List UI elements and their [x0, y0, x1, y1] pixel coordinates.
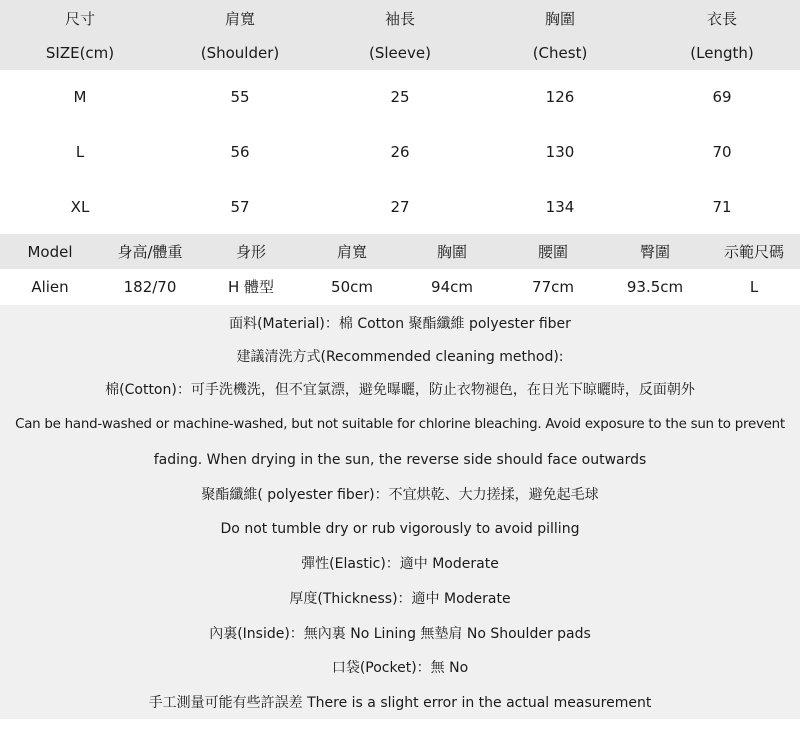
size-header-en: SIZE(cm): [45, 44, 115, 62]
thickness-line: 厚度(Thickness)：適中 Moderate: [289, 591, 511, 607]
size-row-xl-shoulder: 57: [230, 198, 250, 216]
shoulder-header-zh: 肩寬: [224, 10, 256, 28]
model-header-model: Model: [27, 243, 73, 261]
inside-line: 內裏(Inside)：無內裏 No Lining 無墊肩 No Shoulder pads: [209, 626, 591, 642]
size-row-xl-size: XL: [70, 198, 90, 216]
size-row-m-chest: 126: [545, 88, 575, 106]
size-row-xl-sleeve: 27: [390, 198, 410, 216]
model-shoulder: 50cm: [331, 278, 373, 296]
model-header-chest: 胸圍: [436, 243, 468, 261]
size-row-xl-length: 71: [712, 198, 732, 216]
chest-header-en: (Chest): [532, 44, 588, 62]
size-row-l-chest: 130: [545, 143, 575, 161]
model-waist: 77cm: [532, 278, 574, 296]
size-table-header: [0, 0, 800, 70]
model-table-header: [0, 234, 800, 269]
cotton-care-en-line1: Can be hand-washed or machine-washed, but not suitable for chlorine bleaching. Avoid exposure to the sun to prevent: [15, 417, 785, 432]
size-row-m-size: M: [73, 88, 87, 106]
size-row-l-sleeve: 26: [390, 143, 410, 161]
model-header-hip: 臀圍: [639, 243, 671, 261]
model-header-waist: 腰圍: [537, 243, 569, 261]
model-table-row: [0, 269, 800, 305]
size-header-zh: 尺寸: [64, 10, 96, 28]
length-header-en: (Length): [690, 44, 754, 62]
size-table-body: [0, 70, 800, 234]
size-row-xl-chest: 134: [545, 198, 575, 216]
size-row-m-sleeve: 25: [390, 88, 410, 106]
model-height-weight: 182/70: [123, 278, 177, 296]
model-hip: 93.5cm: [626, 278, 684, 296]
model-header-height-weight: 身高/體重: [117, 243, 183, 261]
length-header-zh: 衣長: [706, 10, 738, 28]
cotton-care-zh: 棉(Cotton)：可手洗機洗，但不宜氯漂，避免曝曬，防止衣物褪色，在日光下晾曬時，反面朝外: [105, 382, 695, 398]
model-chest: 94cm: [431, 278, 473, 296]
polyester-care-zh: 聚酯纖維( polyester fiber)：不宜烘乾、大力搓揉，避免起毛球: [201, 487, 599, 503]
pocket-line: 口袋(Pocket)：無 No: [331, 660, 469, 676]
size-row-m-length: 69: [712, 88, 732, 106]
shoulder-header-en: (Shoulder): [200, 44, 280, 62]
sleeve-header-zh: 袖長: [384, 10, 416, 28]
cleaning-method-heading: 建議清洗方式(Recommended cleaning method):: [236, 349, 564, 365]
chest-header-zh: 胸圍: [544, 10, 576, 28]
elastic-line: 彈性(Elastic)：適中 Moderate: [301, 556, 499, 572]
model-header-body-type: 身形: [235, 243, 267, 261]
model-name: Alien: [31, 278, 69, 296]
material-line: 面料(Material)：棉 Cotton 聚酯纖維 polyester fiber: [229, 316, 571, 332]
size-row-l-shoulder: 56: [230, 143, 250, 161]
size-row-l-size: L: [75, 143, 85, 161]
size-row-l-length: 70: [712, 143, 732, 161]
size-row-m-shoulder: 55: [230, 88, 250, 106]
product-info-section: [0, 305, 800, 719]
model-header-demo-size: 示範尺碼: [723, 243, 785, 261]
measurement-note: 手工測量可能有些許誤差 There is a slight error in the actual measurement: [148, 695, 652, 711]
model-body-type: H 體型: [227, 278, 275, 296]
model-demo-size: L: [749, 278, 759, 296]
cotton-care-en-line2: fading. When drying in the sun, the reverse side should face outwards: [153, 452, 647, 468]
polyester-care-en: Do not tumble dry or rub vigorously to avoid pilling: [220, 521, 580, 537]
model-header-shoulder: 肩寬: [336, 243, 368, 261]
sleeve-header-en: (Sleeve): [369, 44, 431, 62]
